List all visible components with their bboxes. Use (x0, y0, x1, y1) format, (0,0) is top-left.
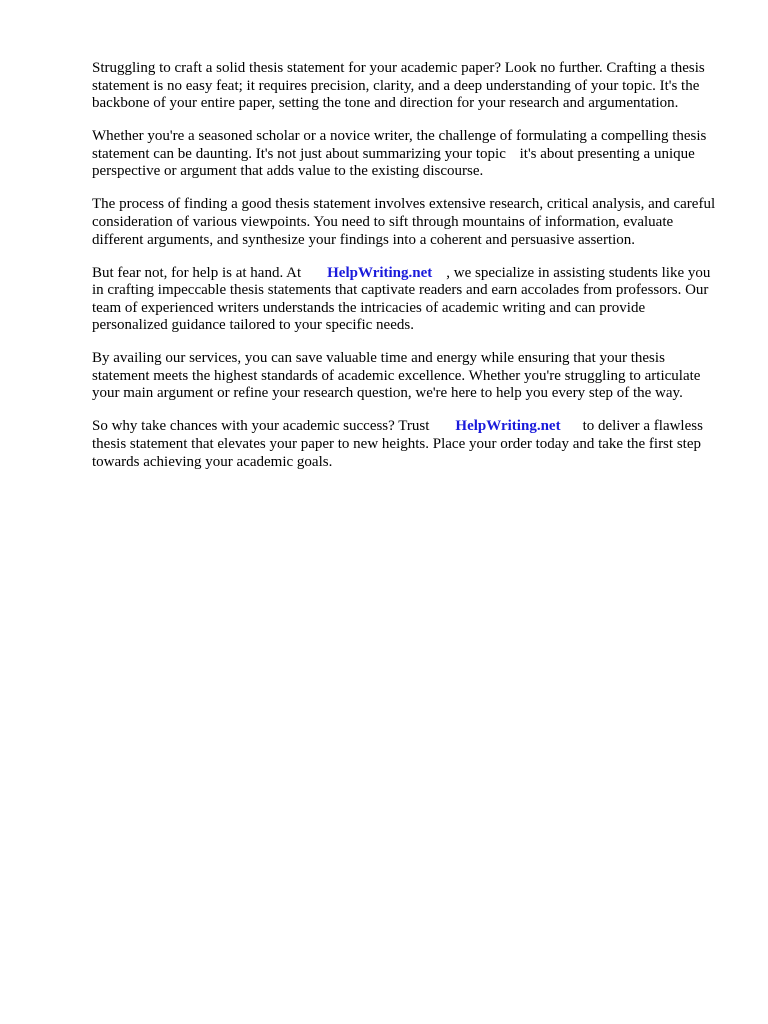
paragraph-challenge (92, 128, 720, 181)
paragraph-challenge-text-b: it's about presenting a unique perspective or argument that adds value to the existing discourse. (92, 145, 695, 180)
paragraph-challenge-text-a: Whether you're a seasoned scholar or a novice writer, the challenge of formulating a compelling thesis statement can be daunting. It's not just about summarizing your topic (92, 128, 707, 162)
paragraph-intro (92, 60, 720, 113)
paragraph-process (92, 196, 720, 249)
paragraph-help (92, 265, 720, 335)
paragraph-closing-text-a: So why take chances with your academic success? Trust (92, 418, 430, 435)
paragraph-process-text: The process of finding a good thesis statement involves extensive research, critical analysis, and careful consideration of various viewpoints. You need to sift through mountains of information, evaluate different arguments, and synthesize your findings into a coherent and persuasive assertion. (92, 196, 716, 248)
paragraph-help-text-b: , we specialize in assisting students like you in crafting impeccable thesis statements that captivate readers and earn accolades from professors. Our team of experienced writers understands the intricacies of academic writing and can provide personalized guidance tailored to your specific needs. (92, 264, 711, 334)
paragraph-intro-text: Struggling to craft a solid thesis statement for your academic paper? Look no further. Crafting a thesis statement is no easy feat; it requires precision, clarity, and a deep understanding of your topic. It's the backbone of your entire paper, setting the tone and direction for your research and argumentation. (92, 60, 705, 112)
paragraph-closing-text-b: to deliver a flawless thesis statement that elevates your paper to new heights. Place your order today and take the first step towards achieving your academic goals. (92, 418, 703, 470)
paragraph-services (92, 350, 720, 403)
paragraph-help-text-a: But fear not, for help is at hand. At (92, 264, 302, 281)
helpwriting-link-2[interactable]: HelpWriting.net (455, 418, 561, 435)
paragraph-services-text: By availing our services, you can save valuable time and energy while ensuring that your thesis statement meets the highest standards of academic excellence. Whether you're struggling to articulate your main argument or refine your research question, we're here to help you every step of the way. (92, 350, 701, 402)
document-body (92, 60, 720, 487)
helpwriting-link-1[interactable]: HelpWriting.net (327, 264, 433, 281)
paragraph-closing (92, 418, 720, 471)
